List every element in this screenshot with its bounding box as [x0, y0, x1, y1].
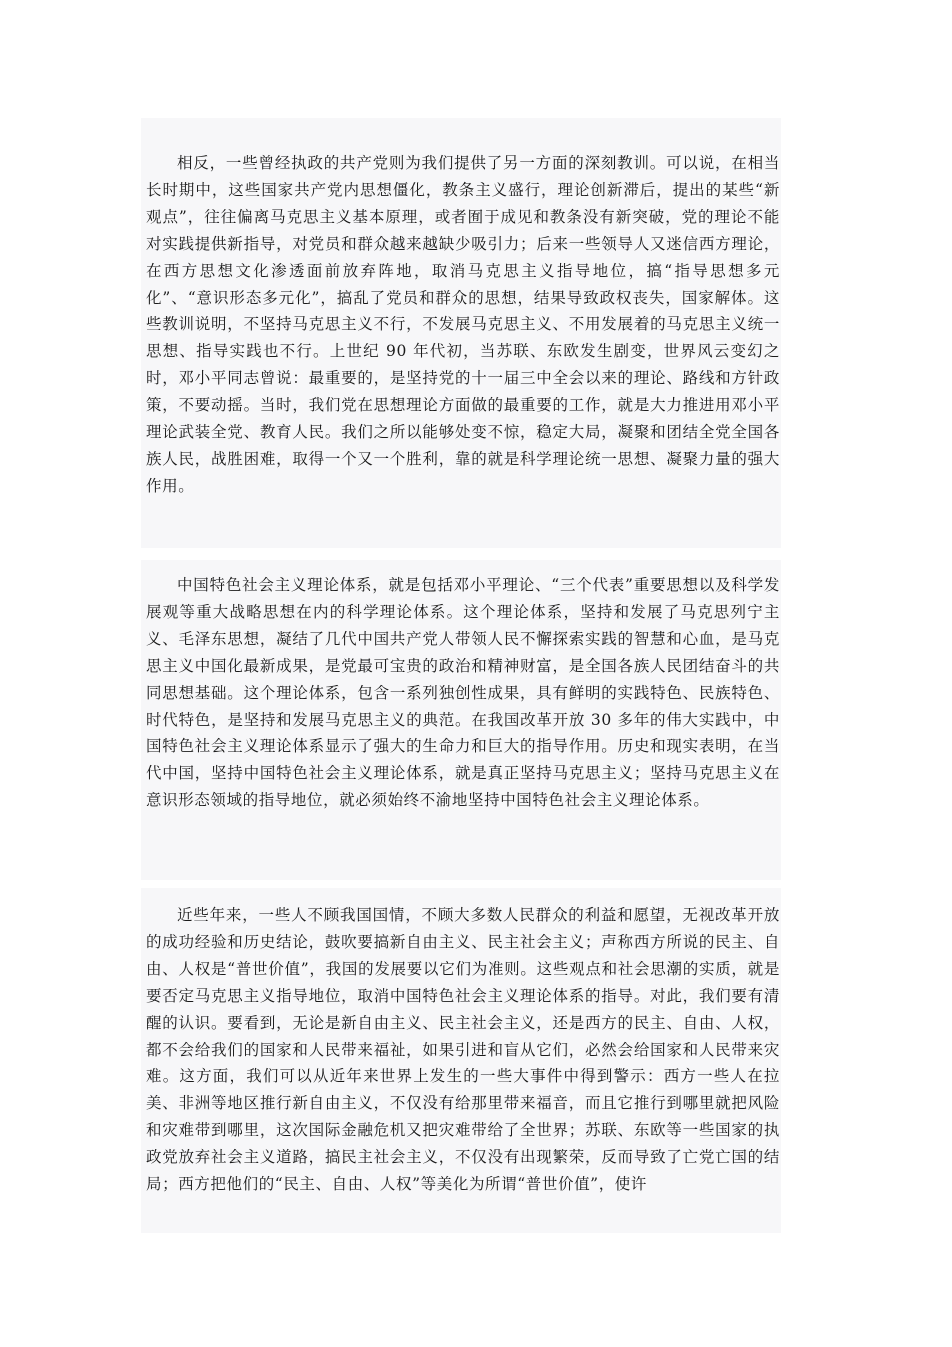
paragraph-western-ideas-warning: 近些年来，一些人不顾我国国情，不顾大多数人民群众的利益和愿望，无视改革开放的成功经验和历史结论，鼓吹要搞新自由主义、民主社会主义；声称西方所说的民主、自由、人权是“普世价值”，我国的发展要以它们为准则。这些观点和社会思潮的实质，就是要否定马克思主义指导地位，取消中国特色社会主义理论体系的指导。对此，我们要有清醒的认识。要看到，无论是新自由主义、民主社会主义，还是西方的民主、自由、人权，都不会给我们的国家和人民带来福祉，如果引进和盲从它们，必然会给国家和人民带来灾难。这方面，我们可以从近年来世界上发生的一些大事件中得到警示：西方一些人在拉美、非洲等地区推行新自由主义，不仅没有给那里带来福音，而且它推行到哪里就把风险和灾难带到哪里，这次国际金融危机又把灾难带给了全世界；苏联、东欧等一些国家的执政党放弃社会主义道路，搞民主社会主义，不仅没有出现繁荣，反而导致了亡党亡国的结局；西方把他们的“民主、自由、人权”等美化为所谓“普世价值”，使许 — [146, 906, 780, 1194]
paragraph-theory-system: 中国特色社会主义理论体系，就是包括邓小平理论、“三个代表”重要思想以及科学发展观等重大战略思想在内的科学理论体系。这个理论体系，坚持和发展了马克思列宁主义、毛泽东思想，凝结了几代中国共产党人带领人民不懈探索实践的智慧和心血，是马克思主义中国化最新成果，是党最可宝贵的政治和精神财富，是全国各族人民团结奋斗的共同思想基础。这个理论体系，包含一系列独创性成果，具有鲜明的实践特色、民族特色、时代特色，是坚持和发展马克思主义的典范。在我国改革开放 30 多年的伟大实践中，中国特色社会主义理论体系显示了强大的生命力和巨大的指导作用。历史和现实表明，在当代中国，坚持中国特色社会主义理论体系，就是真正坚持马克思主义；坚持马克思主义在意识形态领域的指导地位，就必须始终不渝地坚持中国特色社会主义理论体系。 — [146, 576, 780, 810]
paragraph-lessons-of-former-parties: 相反，一些曾经执政的共产党则为我们提供了另一方面的深刻教训。可以说，在相当长时期中，这些国家共产党内思想僵化，教条主义盛行，理论创新滞后，提出的某些“新观点”，往往偏离马克思主义基本原理，或者囿于成见和教条没有新突破，党的理论不能对实践提供新指导，对党员和群众越来越缺少吸引力；后来一些领导人又迷信西方理论，在西方思想文化渗透面前放弃阵地，取消马克思主义指导地位，搞“指导思想多元化”、“意识形态多元化”，搞乱了党员和群众的思想，结果导致政权丧失，国家解体。这些教训说明，不坚持马克思主义不行，不发展马克思主义、不用发展着的马克思主义统一思想、指导实践也不行。上世纪 90 年代初，当苏联、东欧发生剧变，世界风云变幻之时，邓小平同志曾说：最重要的，是坚持党的十一届三中全会以来的理论、路线和方针政策，不要动摇。当时，我们党在思想理论方面做的最重要的工作，就是大力推进用邓小平理论武装全党、教育人民。我们之所以能够处变不惊，稳定大局，凝聚和团结全党全国各族人民，战胜困难，取得一个又一个胜利，靠的就是科学理论统一思想、凝聚力量的强大作用。 — [146, 154, 780, 495]
